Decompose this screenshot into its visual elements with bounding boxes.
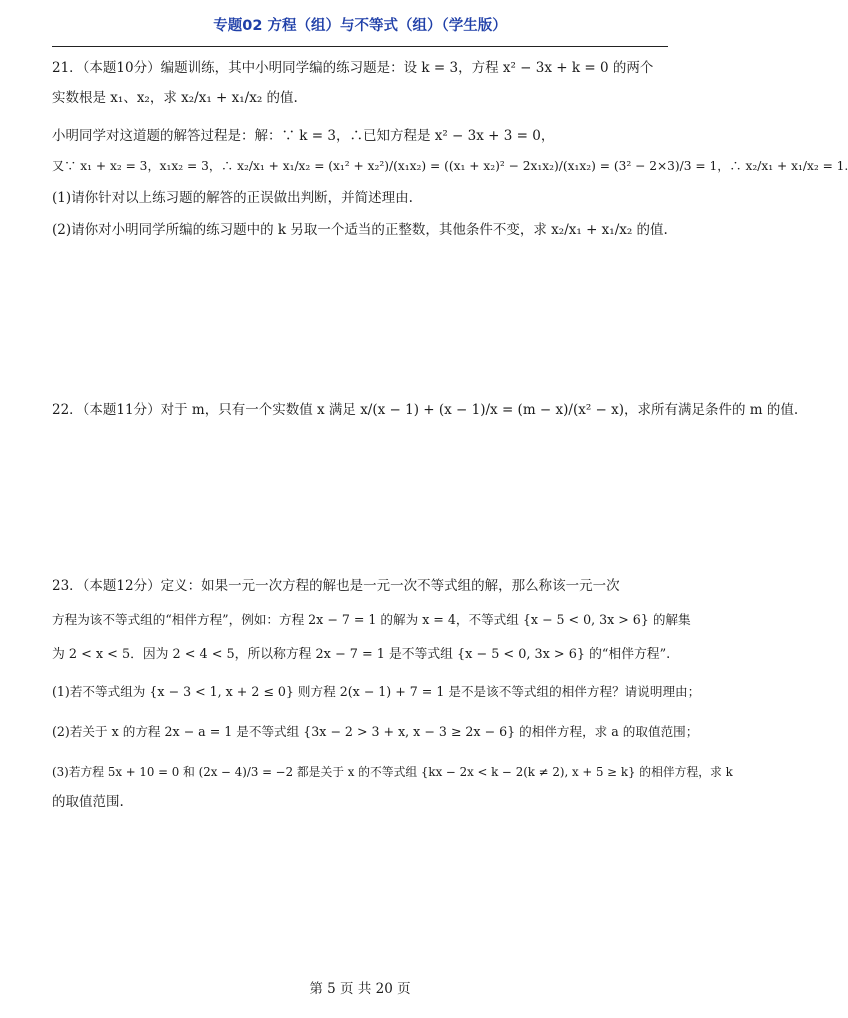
problem-21-line-1 xyxy=(52,58,653,78)
problem-22-line-1 xyxy=(52,400,798,420)
problem-21-text-1: 编题训练，其中小明同学编的练习题是：设 k = 3，方程 x² − 3x + k = 0 的两个 xyxy=(160,60,654,76)
problem-21-line-3: 小明同学对这道题的解答过程是：解：∵ k = 3，∴已知方程是 x² − 3x + 3 = 0， xyxy=(52,128,555,144)
problem-21-line-4: 又∵ x₁ + x₂ = 3，x₁x₂ = 3，∴ x₂/x₁ + x₁/x₂ = (x₁² + x₂²)/(x₁x₂) = ((x₁ + x₂)² − 2x₁x₂)/(x₁x₂) = (3² − 2×3)/3 = 1，∴ x₂/x₁ + x₁/x₂ = 1. xyxy=(52,159,848,173)
header-divider xyxy=(52,46,668,47)
problem-22-text: 对于 m，只有一个实数值 x 满足 x/(x − 1) + (x − 1)/x = (m − x)/(x² − x)，求所有满足条件的 m 的值. xyxy=(160,402,799,418)
problem-23-line-2: 方程为该不等式组的“相伴方程”，例如：方程 2x − 7 = 1 的解为 x = 4，不等式组 {x − 5 < 0, 3x > 6} 的解集 xyxy=(52,612,691,627)
problem-21-part-2: (2)请你对小明同学所编的练习题中的 k 另取一个适当的正整数，其他条件不变，求 x₂/x₁ + x₁/x₂ 的值. xyxy=(52,222,668,238)
problem-21-part-1: (1)请你针对以上练习题的解答的正误做出判断，并简述理由. xyxy=(52,190,413,206)
problem-23-part-1: (1)若不等式组为 {x − 3 < 1, x + 2 ≤ 0} 则方程 2(x − 1) + 7 = 1 是不是该不等式组的相伴方程？请说明理由； xyxy=(52,684,701,699)
page-header-title: 专题02 方程（组）与不等式（组）（学生版） xyxy=(213,18,507,34)
problem-23-part-3: (3)若方程 5x + 10 = 0 和 (2x − 4)/3 = −2 都是关于 x 的不等式组 {kx − 2x < k − 2(k ≠ 2), x + 5 ≥ k} 的相伴方程，求 k xyxy=(52,765,733,779)
problem-23-line-3: 为 2 < x < 5．因为 2 < 4 < 5，所以称方程 2x − 7 = 1 是不等式组 {x − 5 < 0, 3x > 6} 的“相伴方程”. xyxy=(52,647,671,662)
problem-23-number: 23．（本题12分） xyxy=(52,578,161,594)
problem-21-number: 21．（本题10分） xyxy=(52,60,161,76)
page-number: 第 5 页 共 20 页 xyxy=(309,981,411,997)
problem-23-part-2: (2)若关于 x 的方程 2x − a = 1 是不等式组 {3x − 2 > 3 + x, x − 3 ≥ 2x − 6} 的相伴方程，求 a 的取值范围； xyxy=(52,724,699,739)
problem-22-number: 22．（本题11分） xyxy=(52,402,161,418)
problem-21-line-2: 实数根是 x₁、x₂，求 x₂/x₁ + x₁/x₂ 的值. xyxy=(52,90,298,106)
problem-23-text-1: 定义：如果一元一次方程的解也是一元一次不等式组的解，那么称该一元一次 xyxy=(160,578,620,594)
problem-23-line-1 xyxy=(52,576,620,596)
problem-23-part-3-cont: 的取值范围. xyxy=(52,794,124,810)
